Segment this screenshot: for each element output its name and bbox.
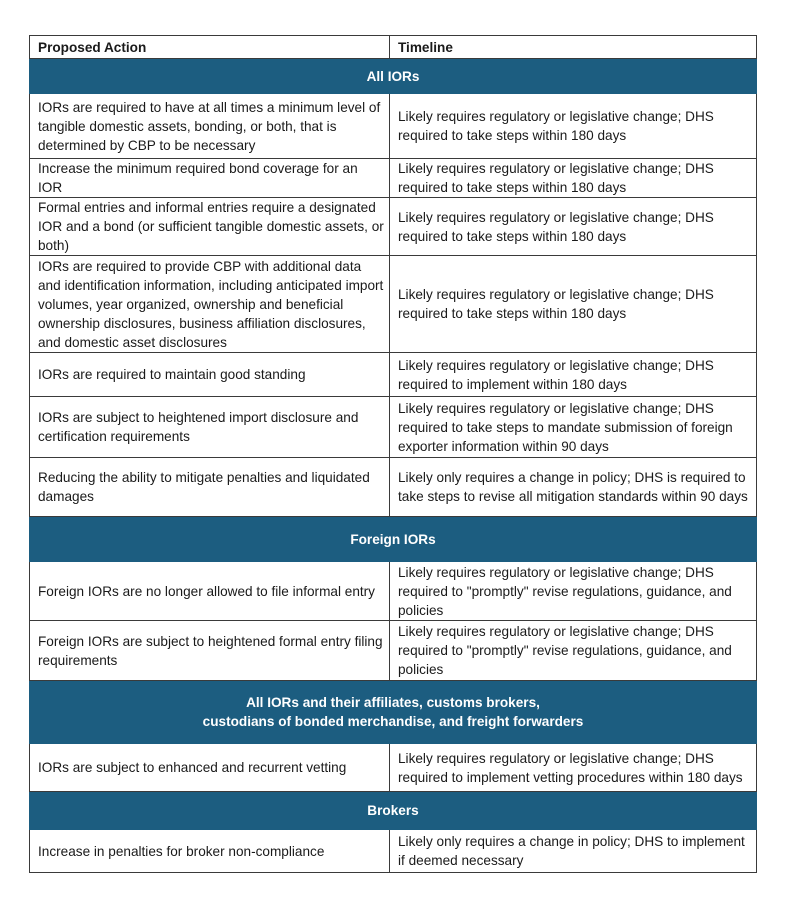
proposed-actions-table (29, 35, 757, 873)
timeline-cell: Likely requires regulatory or legislative change; DHS required to implement within 180 days (390, 353, 757, 397)
section-title: All IORs (30, 59, 757, 94)
section-header-brokers (30, 792, 757, 830)
header-proposed-action: Proposed Action (30, 36, 390, 59)
section-header-all-iors (30, 59, 757, 94)
timeline-cell: Likely requires regulatory or legislative change; DHS required to take steps within 180 days (390, 94, 757, 159)
action-cell: IORs are required to have at all times a minimum level of tangible domestic assets, bonding, or both, that is determined by CBP to be necessary (30, 94, 390, 159)
action-cell: Reducing the ability to mitigate penalties and liquidated damages (30, 458, 390, 517)
timeline-cell: Likely only requires a change in policy; DHS to implement if deemed necessary (390, 830, 757, 873)
table-row (30, 397, 757, 458)
timeline-cell: Likely requires regulatory or legislative change; DHS required to take steps within 180 days (390, 256, 757, 353)
action-cell: Foreign IORs are subject to heightened formal entry filing requirements (30, 621, 390, 681)
timeline-cell: Likely requires regulatory or legislative change; DHS required to "promptly" revise regulations, guidance, and policies (390, 562, 757, 621)
table-row (30, 256, 757, 353)
section-title-line-2: custodians of bonded merchandise, and freight forwarders (202, 714, 584, 729)
action-cell: Increase the minimum required bond coverage for an IOR (30, 159, 390, 198)
timeline-cell: Likely requires regulatory or legislative change; DHS required to take steps within 180 days (390, 159, 757, 198)
table-row (30, 94, 757, 159)
action-cell: IORs are subject to enhanced and recurrent vetting (30, 744, 390, 792)
table-row (30, 744, 757, 792)
timeline-cell: Likely requires regulatory or legislative change; DHS required to "promptly" revise regulations, guidance, and policies (390, 621, 757, 681)
section-title: Brokers (30, 792, 757, 830)
section-header-foreign-iors (30, 517, 757, 562)
table-row (30, 458, 757, 517)
table-header-row (30, 36, 757, 59)
table-row (30, 621, 757, 681)
timeline-cell: Likely requires regulatory or legislative change; DHS required to take steps to mandate submission of foreign exporter information within 90 days (390, 397, 757, 458)
action-cell: Increase in penalties for broker non-compliance (30, 830, 390, 873)
section-title: Foreign IORs (30, 517, 757, 562)
section-header-affiliates (30, 681, 757, 744)
action-cell: IORs are subject to heightened import disclosure and certification requirements (30, 397, 390, 458)
action-cell: Formal entries and informal entries require a designated IOR and a bond (or sufficient tangible domestic assets, or both) (30, 198, 390, 256)
table-row (30, 562, 757, 621)
table-row (30, 159, 757, 198)
timeline-cell: Likely requires regulatory or legislative change; DHS required to implement vetting procedures within 180 days (390, 744, 757, 792)
action-cell: IORs are required to provide CBP with additional data and identification information, including anticipated import volumes, year organized, ownership and beneficial ownership disclosures, business affiliation disclosures, and domestic asset disclosures (30, 256, 390, 353)
timeline-cell: Likely only requires a change in policy; DHS is required to take steps to revise all mitigation standards within 90 days (390, 458, 757, 517)
header-timeline: Timeline (390, 36, 757, 59)
timeline-cell: Likely requires regulatory or legislative change; DHS required to take steps within 180 days (390, 198, 757, 256)
table-row (30, 198, 757, 256)
table-row (30, 353, 757, 397)
section-title (30, 681, 757, 744)
table-row (30, 830, 757, 873)
action-cell: Foreign IORs are no longer allowed to file informal entry (30, 562, 390, 621)
section-title-line-1: All IORs and their affiliates, customs brokers, (246, 695, 540, 710)
action-cell: IORs are required to maintain good standing (30, 353, 390, 397)
